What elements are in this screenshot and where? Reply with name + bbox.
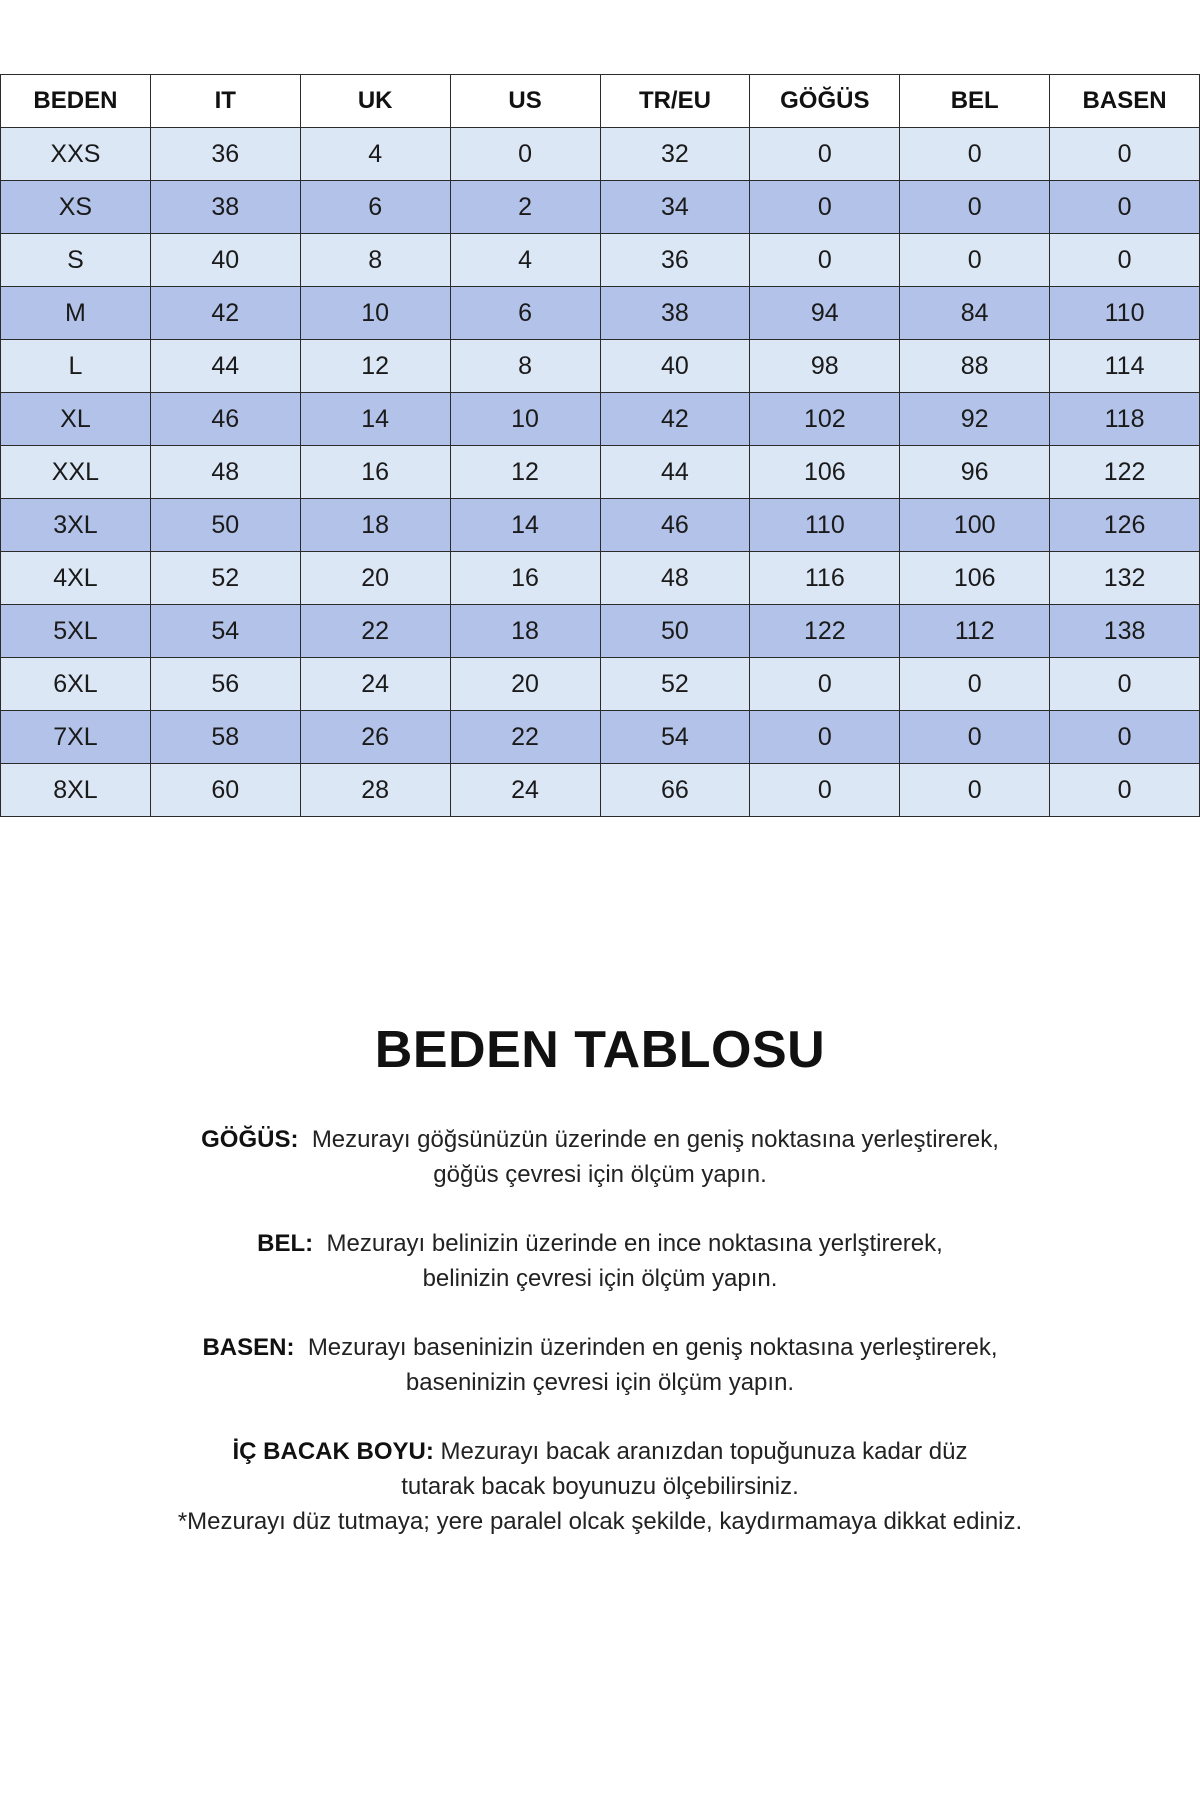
table-header-row <box>1 75 1200 128</box>
table-row <box>1 181 1200 234</box>
size-label-cell: L <box>1 340 151 393</box>
table-cell: 112 <box>900 605 1050 658</box>
table-row <box>1 393 1200 446</box>
table-cell: 16 <box>450 552 600 605</box>
table-cell: 48 <box>150 446 300 499</box>
table-cell: 22 <box>450 711 600 764</box>
size-label-cell: XS <box>1 181 151 234</box>
table-cell: 38 <box>600 287 750 340</box>
table-row <box>1 605 1200 658</box>
table-cell: 12 <box>300 340 450 393</box>
table-cell: 0 <box>1050 128 1200 181</box>
guide-text: Mezurayı bacak aranızdan topuğunuza kadar düz <box>440 1438 968 1465</box>
table-cell: 106 <box>750 446 900 499</box>
table-cell: 12 <box>450 446 600 499</box>
table-cell: 0 <box>750 658 900 711</box>
table-cell: 32 <box>600 128 750 181</box>
guide-text: tutarak bacak boyunuzu ölçebilirsiniz. <box>401 1473 799 1500</box>
table-row <box>1 446 1200 499</box>
table-cell: 52 <box>600 658 750 711</box>
size-label-cell: M <box>1 287 151 340</box>
table-cell: 114 <box>1050 340 1200 393</box>
table-row <box>1 499 1200 552</box>
table-cell: 54 <box>600 711 750 764</box>
guide-term: BEL: <box>257 1230 314 1257</box>
table-cell: 54 <box>150 605 300 658</box>
table-row <box>1 552 1200 605</box>
table-cell: 10 <box>450 393 600 446</box>
table-cell: 8 <box>300 234 450 287</box>
table-cell: 116 <box>750 552 900 605</box>
table-cell: 18 <box>450 605 600 658</box>
table-cell: 10 <box>300 287 450 340</box>
table-body <box>1 128 1200 817</box>
measurement-guide <box>0 1020 1200 1539</box>
table-cell: 0 <box>900 711 1050 764</box>
size-label-cell: S <box>1 234 151 287</box>
table-cell: 46 <box>150 393 300 446</box>
table-cell: 14 <box>300 393 450 446</box>
table-cell: 38 <box>150 181 300 234</box>
guide-section-hip <box>0 1330 1200 1400</box>
table-cell: 0 <box>1050 764 1200 817</box>
table-row <box>1 658 1200 711</box>
guide-text: belinizin çevresi için ölçüm yapın. <box>422 1265 778 1292</box>
guide-term: GÖĞÜS: <box>201 1126 299 1153</box>
column-header: TR/EU <box>600 75 750 128</box>
size-label-cell: 7XL <box>1 711 151 764</box>
size-label-cell: XXS <box>1 128 151 181</box>
table-cell: 0 <box>750 181 900 234</box>
table-cell: 8 <box>450 340 600 393</box>
table-cell: 110 <box>750 499 900 552</box>
table-cell: 34 <box>600 181 750 234</box>
table-cell: 0 <box>750 711 900 764</box>
table-row <box>1 128 1200 181</box>
guide-section-chest <box>0 1122 1200 1192</box>
table-row <box>1 711 1200 764</box>
table-cell: 0 <box>1050 711 1200 764</box>
table-cell: 0 <box>1050 658 1200 711</box>
table-cell: 0 <box>900 181 1050 234</box>
table-cell: 18 <box>300 499 450 552</box>
table-cell: 98 <box>750 340 900 393</box>
table-cell: 48 <box>600 552 750 605</box>
guide-note: *Mezurayı düz tutmaya; yere paralel olcak şekilde, kaydırmamaya dikkat ediniz. <box>177 1508 1023 1535</box>
column-header: US <box>450 75 600 128</box>
table-cell: 56 <box>150 658 300 711</box>
table-cell: 20 <box>450 658 600 711</box>
size-label-cell: 3XL <box>1 499 151 552</box>
table-cell: 16 <box>300 446 450 499</box>
guide-text: Mezurayı baseninizin üzerinden en geniş noktasına yerleştirerek, <box>307 1334 998 1361</box>
table-cell: 4 <box>450 234 600 287</box>
column-header: IT <box>150 75 300 128</box>
guide-text: Mezurayı göğsünüzün üzerinde en geniş noktasına yerleştirerek, <box>311 1126 999 1153</box>
guide-section-line <box>0 1122 1200 1157</box>
guide-section-line <box>0 1330 1200 1365</box>
table-cell: 2 <box>450 181 600 234</box>
table-row <box>1 287 1200 340</box>
table-cell: 122 <box>750 605 900 658</box>
guide-section-line <box>0 1226 1200 1261</box>
table-cell: 60 <box>150 764 300 817</box>
table-cell: 96 <box>900 446 1050 499</box>
table-cell: 88 <box>900 340 1050 393</box>
guide-title: BEDEN TABLOSU <box>374 1021 826 1079</box>
guide-term: BASEN: <box>202 1334 295 1361</box>
table-cell: 26 <box>300 711 450 764</box>
guide-text: baseninizin çevresi için ölçüm yapın. <box>405 1369 795 1396</box>
table-cell: 20 <box>300 552 450 605</box>
size-label-cell: XXL <box>1 446 151 499</box>
table-row <box>1 234 1200 287</box>
table-cell: 40 <box>150 234 300 287</box>
table-cell: 0 <box>1050 234 1200 287</box>
table-cell: 66 <box>600 764 750 817</box>
column-header: BEL <box>900 75 1050 128</box>
guide-section-inseam <box>0 1434 1200 1504</box>
table-cell: 36 <box>600 234 750 287</box>
table-cell: 6 <box>300 181 450 234</box>
column-header: GÖĞÜS <box>750 75 900 128</box>
table-cell: 92 <box>900 393 1050 446</box>
guide-section-waist <box>0 1226 1200 1296</box>
table-cell: 14 <box>450 499 600 552</box>
table-cell: 84 <box>900 287 1050 340</box>
table-cell: 46 <box>600 499 750 552</box>
table-cell: 42 <box>150 287 300 340</box>
guide-term: İÇ BACAK BOYU: <box>232 1438 434 1465</box>
table-cell: 100 <box>900 499 1050 552</box>
column-header: BEDEN <box>1 75 151 128</box>
size-label-cell: 5XL <box>1 605 151 658</box>
table-cell: 0 <box>900 658 1050 711</box>
table-cell: 132 <box>1050 552 1200 605</box>
size-label-cell: 6XL <box>1 658 151 711</box>
table-cell: 50 <box>600 605 750 658</box>
table-cell: 110 <box>1050 287 1200 340</box>
table-cell: 6 <box>450 287 600 340</box>
table-cell: 0 <box>750 234 900 287</box>
guide-text: Mezurayı belinizin üzerinde en ince noktasına yerlştirerek, <box>326 1230 943 1257</box>
size-label-cell: 8XL <box>1 764 151 817</box>
table-cell: 102 <box>750 393 900 446</box>
column-header: UK <box>300 75 450 128</box>
table-row <box>1 764 1200 817</box>
table-cell: 0 <box>750 128 900 181</box>
size-label-cell: 4XL <box>1 552 151 605</box>
table-cell: 138 <box>1050 605 1200 658</box>
table-cell: 36 <box>150 128 300 181</box>
table-cell: 52 <box>150 552 300 605</box>
table-cell: 0 <box>450 128 600 181</box>
guide-section-line <box>0 1434 1200 1469</box>
table-cell: 118 <box>1050 393 1200 446</box>
table-cell: 58 <box>150 711 300 764</box>
table-cell: 50 <box>150 499 300 552</box>
table-cell: 122 <box>1050 446 1200 499</box>
size-label-cell: XL <box>1 393 151 446</box>
table-cell: 0 <box>900 764 1050 817</box>
table-cell: 0 <box>750 764 900 817</box>
table-cell: 28 <box>300 764 450 817</box>
column-header: BASEN <box>1050 75 1200 128</box>
table-cell: 24 <box>450 764 600 817</box>
guide-text: göğüs çevresi için ölçüm yapın. <box>433 1161 767 1188</box>
table-cell: 44 <box>600 446 750 499</box>
size-chart-table <box>0 74 1200 817</box>
table-cell: 42 <box>600 393 750 446</box>
table-cell: 126 <box>1050 499 1200 552</box>
table-cell: 0 <box>1050 181 1200 234</box>
table-cell: 44 <box>150 340 300 393</box>
table-cell: 24 <box>300 658 450 711</box>
table-cell: 94 <box>750 287 900 340</box>
table-row <box>1 340 1200 393</box>
table-cell: 4 <box>300 128 450 181</box>
table-cell: 40 <box>600 340 750 393</box>
table-cell: 0 <box>900 128 1050 181</box>
table-cell: 22 <box>300 605 450 658</box>
table-cell: 0 <box>900 234 1050 287</box>
table-cell: 106 <box>900 552 1050 605</box>
